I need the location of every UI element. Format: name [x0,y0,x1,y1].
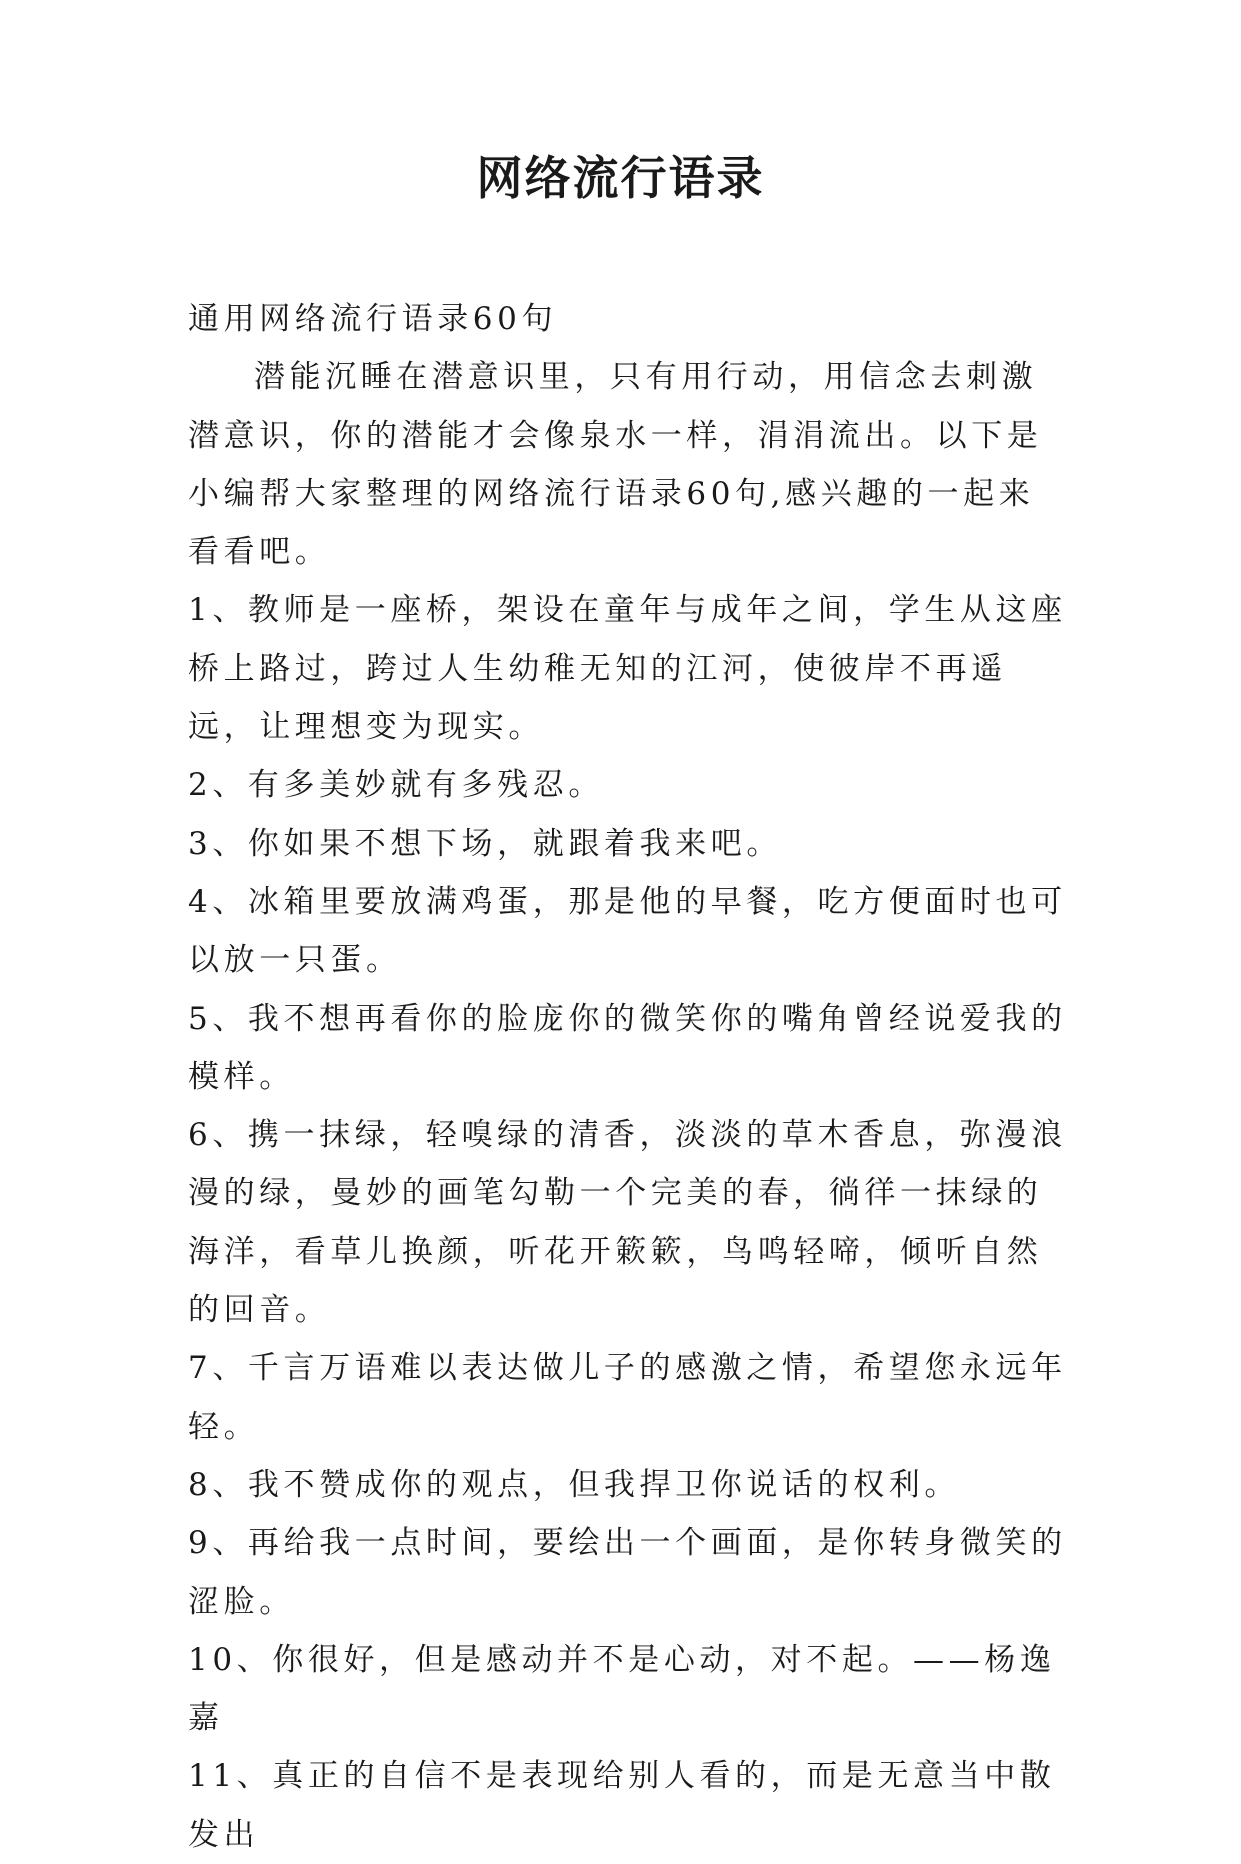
list-item: 10、你很好，但是感动并不是心动，对不起。——杨逸嘉 [188,1641,1056,1737]
list-item: 5、我不想再看你的脸庞你的微笑你的嘴角曾经说爱我的模样。 [188,1000,1067,1095]
intro-paragraph: 潜能沉睡在潜意识里，只有用行动，用信念去刺激潜意识，你的潜能才会像泉水一样，涓涓流出。以下是小编帮大家整理的网络流行语录60句,感兴趣的一起来看看吧。 [188,359,1043,571]
document-subtitle: 通用网络流行语录60句 [188,301,558,337]
document-title: 网络流行语录 [476,151,765,205]
list-item: 11、真正的自信不是表现给别人看的，而是无意当中散发出 [188,1758,1056,1853]
list-item: 2、有多美妙就有多残忍。 [188,767,604,804]
list-item: 6、携一抹绿，轻嗅绿的清香，淡淡的草木香息，弥漫浪漫的绿，曼妙的画笔勾勒一个完美的春，徜徉一抹绿的海洋，看草儿换颜，听花开簌簌，鸟鸣轻啼，倾听自然的回音。 [188,1117,1067,1329]
list-item: 9、再给我一点时间，要绘出一个画面，是你转身微笑的涩脸。 [188,1525,1067,1620]
list-item: 1、教师是一座桥，架设在童年与成年之间，学生从这座桥上路过，跨过人生幼稚无知的江河，使彼岸不再遥远，让理想变为现实。 [188,592,1067,746]
list-item: 3、你如果不想下场，就跟着我来吧。 [188,825,782,862]
list-item: 4、冰箱里要放满鸡蛋，那是他的早餐，吃方便面时也可以放一只蛋。 [188,883,1067,979]
list-item: 8、我不赞成你的观点，但我捍卫你说话的权利。 [188,1466,960,1503]
list-item: 7、千言万语难以表达做儿子的感激之情，希望您永远年轻。 [188,1350,1067,1445]
document-body [188,290,1068,1864]
